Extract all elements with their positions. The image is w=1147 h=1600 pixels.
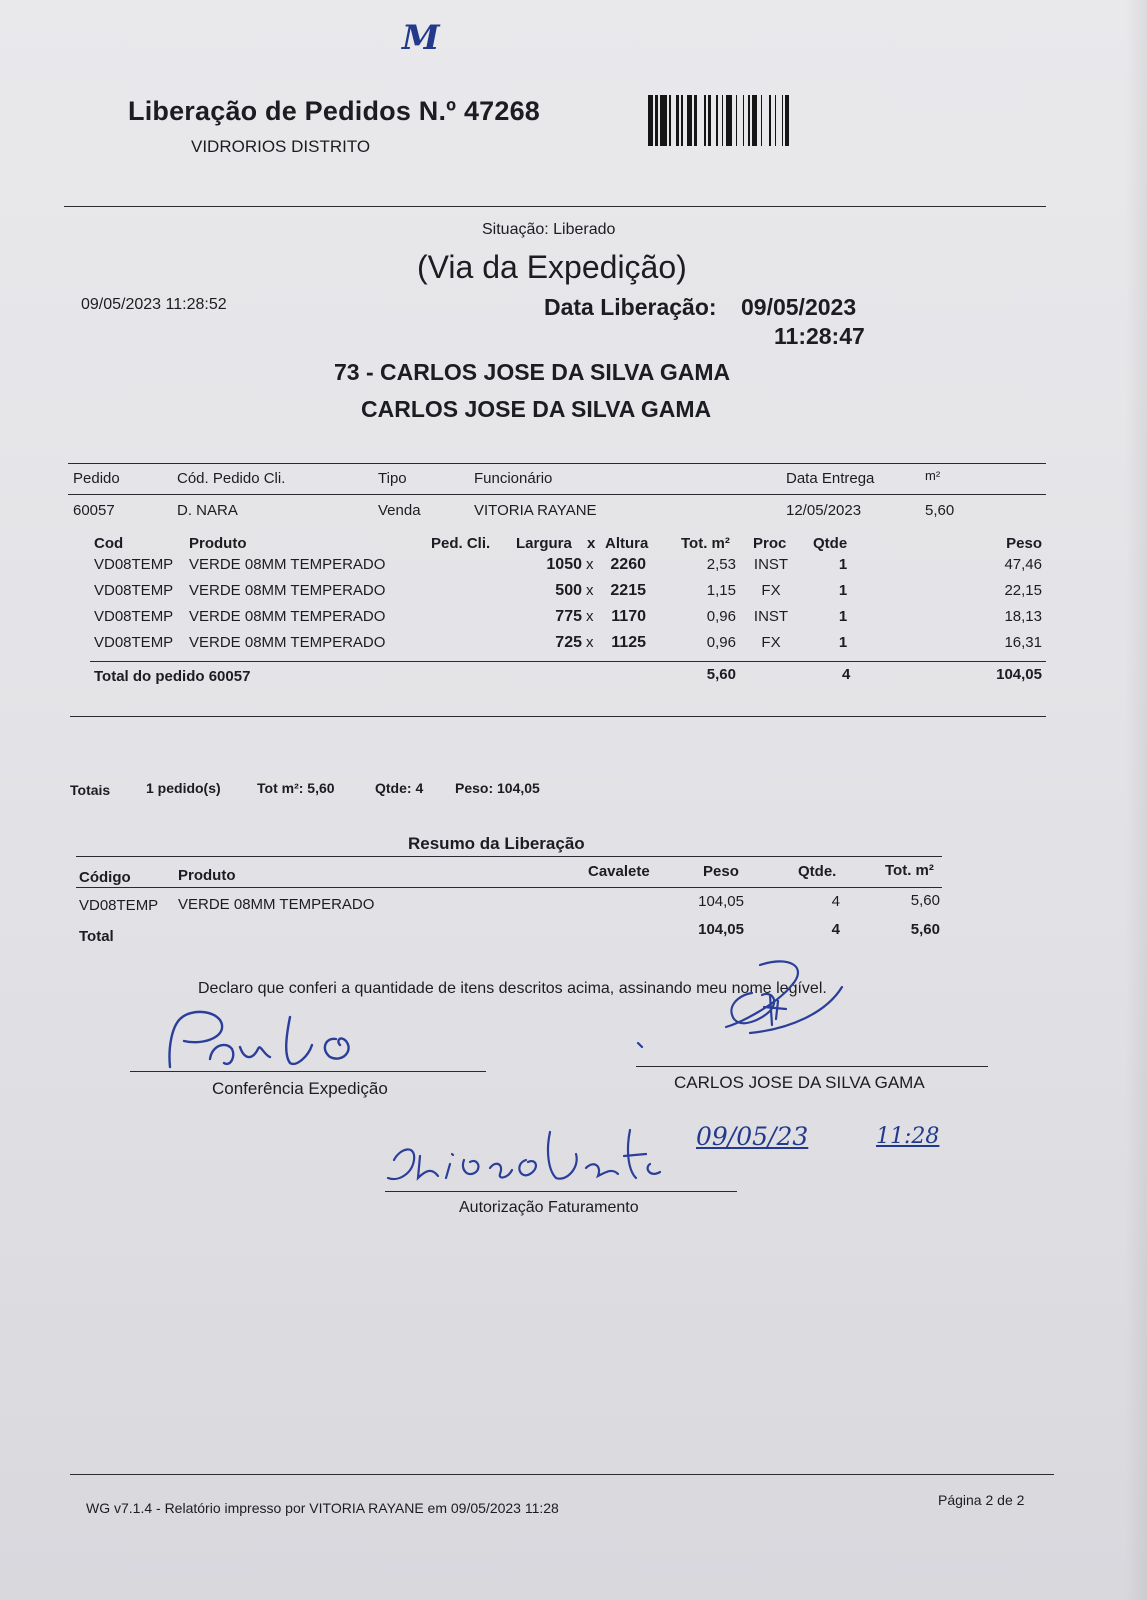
barcode-bar: [785, 95, 788, 146]
item-row-1-produto: VERDE 08MM TEMPERADO: [189, 556, 386, 573]
item-row-3-peso: 18,13: [1004, 608, 1042, 625]
item-row-3-largura: 775: [555, 608, 582, 625]
item-row-1-qtde: 1: [838, 556, 848, 573]
col-m2: m²: [925, 468, 941, 483]
barcode-bar: [782, 95, 784, 146]
resumo-row-peso: 104,05: [698, 893, 744, 910]
resumo-total-qtde: 4: [831, 921, 840, 938]
resumo-col-qtde: Qtde.: [798, 863, 837, 880]
order-cod-pedido-cli: D. NARA: [177, 502, 238, 519]
item-row-1-tot-m2: 2,53: [706, 556, 736, 573]
header-divider: [64, 206, 1046, 207]
barcode-bar: [669, 95, 671, 146]
resumo-col-tot-m2: Tot. m²: [885, 862, 934, 879]
barcode-bar: [687, 95, 692, 146]
printed-datetime: 09/05/2023 11:28:52: [81, 296, 227, 313]
barcode-bar: [775, 95, 777, 146]
item-row-4-qtde: 1: [838, 634, 848, 651]
item-row-1-x: x: [586, 556, 594, 573]
barcode-bar: [722, 95, 724, 146]
item-row-3-x: x: [586, 608, 594, 625]
barcode-bar: [736, 95, 738, 146]
item-row-4-cod: VD08TEMP: [94, 634, 174, 651]
barcode-bar: [708, 95, 711, 146]
data-liberacao-label: Data Liberação:: [544, 294, 717, 320]
col-funcionario: Funcionário: [474, 470, 553, 487]
barcode-bar: [726, 95, 732, 146]
client-line-1: 73 - CARLOS JOSE DA SILVA GAMA: [334, 359, 731, 385]
client-signature-label: CARLOS JOSE DA SILVA GAMA: [674, 1073, 925, 1092]
order-table-top-border: [68, 463, 1046, 464]
company-name: VIDRORIOS DISTRITO: [191, 137, 371, 156]
handwritten-date: 09/05/23: [696, 1122, 809, 1151]
items-col-qtde: Qtde: [813, 535, 848, 552]
items-col-peso: Peso: [1006, 535, 1042, 552]
item-row-4-altura: 1125: [611, 634, 646, 651]
order-table-header-border: [68, 494, 1046, 495]
item-row-1-proc: INST: [753, 556, 789, 573]
item-row-1-peso: 47,46: [1004, 556, 1042, 573]
totals-peso: Peso: 104,05: [455, 780, 540, 796]
col-tipo: Tipo: [378, 470, 407, 487]
footer-divider: [70, 1474, 1054, 1475]
order-data-entrega: 12/05/2023: [786, 502, 862, 519]
item-row-3-altura: 1170: [611, 608, 646, 625]
resumo-top-border: [76, 856, 942, 857]
autorizacao-label: Autorização Faturamento: [459, 1199, 639, 1216]
items-col-proc: Proc: [753, 535, 787, 552]
item-row-2-proc: FX: [761, 582, 781, 599]
autorizacao-signature: [380, 1120, 680, 1200]
data-liberacao-date: 09/05/2023: [741, 294, 857, 320]
barcode-bar: [660, 95, 666, 146]
order-m2: 5,60: [925, 502, 955, 519]
document-title: Liberação de Pedidos N.º 47268: [128, 96, 541, 126]
client-line-2: CARLOS JOSE DA SILVA GAMA: [361, 396, 712, 422]
situacao-label: Situação: Liberado: [482, 221, 616, 238]
items-total-qtde: 4: [842, 666, 851, 683]
item-row-3-cod: VD08TEMP: [94, 608, 174, 625]
item-row-3-qtde: 1: [838, 608, 848, 625]
item-row-1-largura: 1050: [546, 556, 582, 573]
resumo-col-cavalete: Cavalete: [588, 863, 650, 880]
items-total-label: Total do pedido 60057: [94, 668, 251, 685]
order-funcionario: VITORIA RAYANE: [474, 502, 597, 519]
item-row-4-largura: 725: [555, 634, 582, 651]
totals-pedidos: 1 pedido(s): [146, 780, 221, 796]
resumo-header-border: [76, 887, 942, 888]
item-row-2-cod: VD08TEMP: [94, 582, 174, 599]
conferencia-label: Conferência Expedição: [212, 1079, 388, 1098]
item-row-3-produto: VERDE 08MM TEMPERADO: [189, 608, 386, 625]
item-row-3-proc: INST: [753, 608, 789, 625]
resumo-row-tot-m2: 5,60: [910, 892, 940, 909]
items-col-cod: Cod: [94, 535, 124, 552]
items-table-bottom-border: [70, 716, 1046, 717]
totals-label: Totais: [70, 782, 111, 798]
order-pedido: 60057: [73, 502, 115, 519]
declaration-text: Declaro que conferi a quantidade de itens descritos acima, assinando meu nome legível.: [198, 980, 827, 997]
conferencia-signature-line: [130, 1071, 486, 1072]
items-col-produto: Produto: [189, 535, 247, 552]
barcode-bar: [716, 95, 718, 146]
item-row-4-proc: FX: [761, 634, 781, 651]
item-row-2-qtde: 1: [838, 582, 848, 599]
resumo-col-codigo: Código: [79, 869, 131, 886]
col-data-entrega: Data Entrega: [786, 470, 875, 487]
resumo-row-produto: VERDE 08MM TEMPERADO: [178, 896, 375, 913]
barcode-bar: [655, 95, 658, 146]
col-pedido: Pedido: [73, 470, 120, 487]
footer-printed-by: WG v7.1.4 - Relatório impresso por VITORIA RAYANE em 09/05/2023 11:28: [86, 1500, 559, 1516]
barcode-bar: [752, 95, 757, 146]
resumo-total-peso: 104,05: [698, 921, 744, 938]
resumo-row-qtde: 4: [831, 893, 840, 910]
items-col-altura: Altura: [605, 535, 649, 552]
data-liberacao-time: 11:28:47: [774, 323, 865, 349]
item-row-2-altura: 2215: [610, 582, 646, 599]
resumo-col-produto: Produto: [178, 867, 236, 884]
item-row-2-x: x: [586, 582, 594, 599]
resumo-total-tot-m2: 5,60: [910, 921, 940, 938]
items-col-ped-cli: Ped. Cli.: [431, 535, 491, 552]
item-row-1-altura: 2260: [610, 556, 646, 573]
item-row-4-produto: VERDE 08MM TEMPERADO: [189, 634, 386, 651]
item-row-2-tot-m2: 1,15: [706, 582, 736, 599]
resumo-row-codigo: VD08TEMP: [79, 897, 159, 914]
barcode-icon: [648, 95, 820, 146]
barcode-bar: [748, 95, 750, 146]
barcode-bar: [694, 95, 697, 146]
barcode-bar: [704, 95, 706, 146]
item-row-4-peso: 16,31: [1004, 634, 1042, 651]
resumo-title: Resumo da Liberação: [408, 834, 585, 853]
item-row-2-peso: 22,15: [1004, 582, 1042, 599]
items-col-largura: Largura: [516, 535, 572, 552]
resumo-total-label: Total: [79, 928, 114, 945]
item-row-4-x: x: [586, 634, 594, 651]
totals-qtde: Qtde: 4: [375, 780, 424, 796]
totals-tot-m2: Tot m²: 5,60: [257, 780, 335, 796]
handwritten-time: 11:28: [876, 1124, 940, 1149]
barcode-bar: [676, 95, 679, 146]
barcode-bar: [743, 95, 745, 146]
item-row-2-largura: 500: [555, 582, 582, 599]
barcode-bar: [648, 95, 653, 146]
item-row-4-tot-m2: 0,96: [706, 634, 736, 651]
conferencia-signature: [140, 997, 420, 1077]
item-row-1-cod: VD08TEMP: [94, 556, 174, 573]
items-total-border: [90, 661, 1046, 662]
via-label: (Via da Expedição): [417, 249, 687, 285]
paper-edge-shadow: [1125, 0, 1147, 1600]
col-cod-pedido-cli: Cód. Pedido Cli.: [177, 470, 286, 487]
items-col-x: x: [587, 535, 596, 552]
barcode-bar: [761, 95, 763, 146]
items-total-m2: 5,60: [706, 666, 736, 683]
client-signature-line: [636, 1066, 988, 1067]
barcode-bar: [769, 95, 771, 146]
resumo-col-peso: Peso: [703, 863, 739, 880]
handwritten-mark: M: [402, 18, 440, 58]
order-tipo: Venda: [378, 502, 421, 519]
items-total-peso: 104,05: [996, 666, 1042, 683]
item-row-3-tot-m2: 0,96: [706, 608, 736, 625]
footer-page-number: Página 2 de 2: [938, 1492, 1025, 1508]
item-row-2-produto: VERDE 08MM TEMPERADO: [189, 582, 386, 599]
client-signature: [630, 955, 870, 1065]
barcode-bar: [681, 95, 683, 146]
autorizacao-signature-line: [385, 1191, 737, 1192]
items-col-tot-m2: Tot. m²: [681, 535, 730, 552]
